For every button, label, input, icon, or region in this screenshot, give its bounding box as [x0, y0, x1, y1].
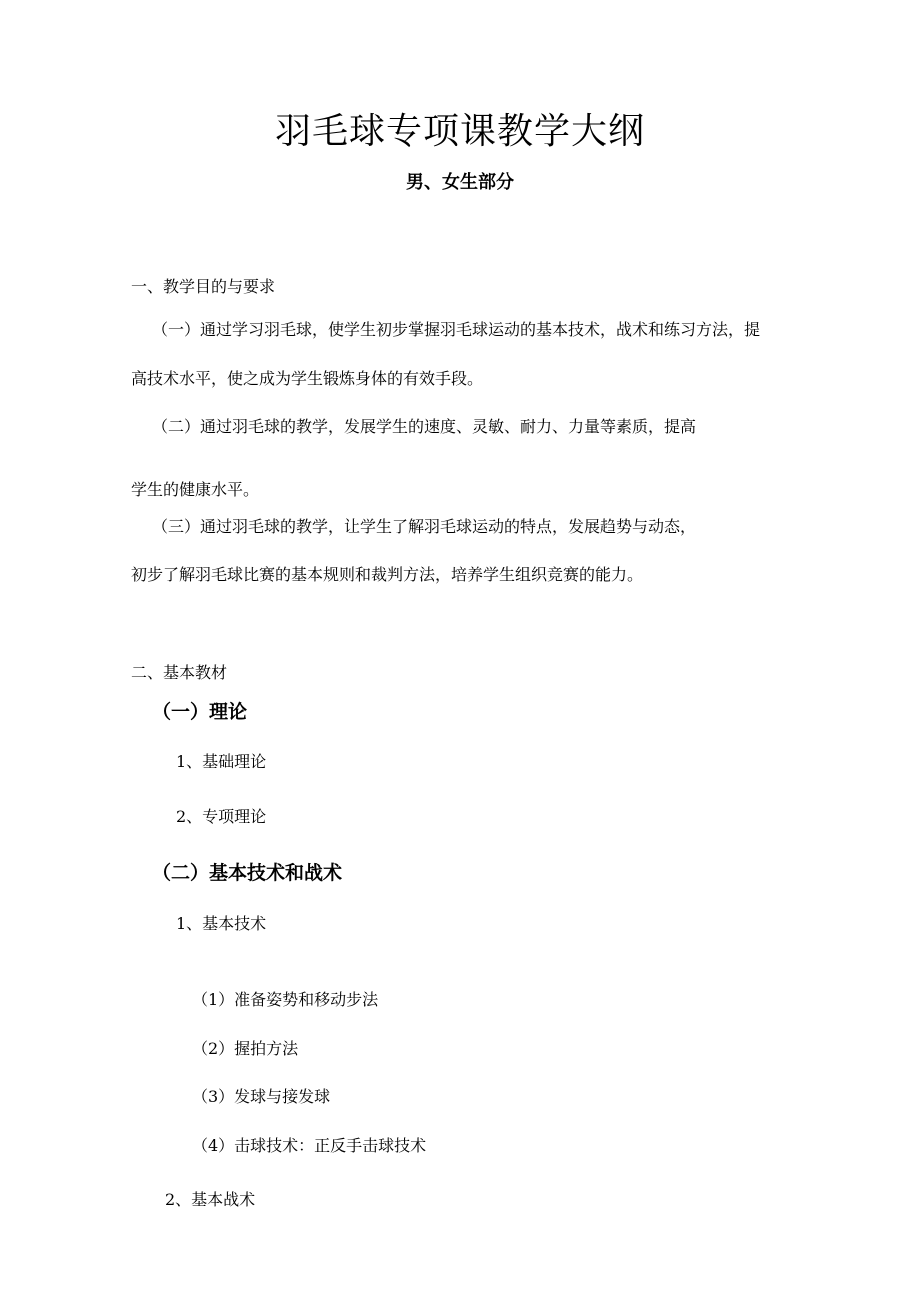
- tech-sub-item-3: （3）发球与接发球: [192, 1087, 331, 1106]
- tech-sub-item-4: （4）击球技术：正反手击球技术: [192, 1136, 427, 1155]
- section1-item1-line2: 高技术水平，使之成为学生锻炼身体的有效手段。: [131, 369, 484, 388]
- tech-sub-item-2: （2）握拍方法: [192, 1039, 299, 1058]
- document-title: 羽毛球专项课教学大纲: [274, 111, 645, 152]
- theory-heading: （一）理论: [152, 701, 248, 723]
- tech-sub-item-1: （1）准备姿势和移动步法: [192, 990, 379, 1009]
- section1-heading: 一、教学目的与要求: [131, 277, 276, 296]
- section1-item2-line1: （二）通过羽毛球的教学，发展学生的速度、灵敏、耐力、力量等素质，提高: [152, 417, 697, 436]
- tech-heading: （二）基本技术和战术: [152, 862, 343, 884]
- section1-item2-line2: 学生的健康水平。: [131, 480, 260, 499]
- section2-heading: 二、基本教材: [131, 663, 228, 682]
- document-subtitle: 男、女生部分: [406, 172, 514, 193]
- section1-item3-line2: 初步了解羽毛球比赛的基本规则和裁判方法，培养学生组织竞赛的能力。: [131, 565, 644, 584]
- theory-item-basic: 1、基础理论: [176, 752, 267, 771]
- section1-item3-line1: （三）通过羽毛球的教学，让学生了解羽毛球运动的特点，发展趋势与动态，: [152, 517, 697, 536]
- section1-item1-line1: （一）通过学习羽毛球，使学生初步掌握羽毛球运动的基本技术，战术和练习方法，提: [152, 320, 761, 339]
- basic-tech-heading: 1、基本技术: [176, 914, 267, 933]
- basic-tactics-heading: 2、基本战术: [165, 1190, 256, 1209]
- theory-item-special: 2、专项理论: [176, 807, 267, 826]
